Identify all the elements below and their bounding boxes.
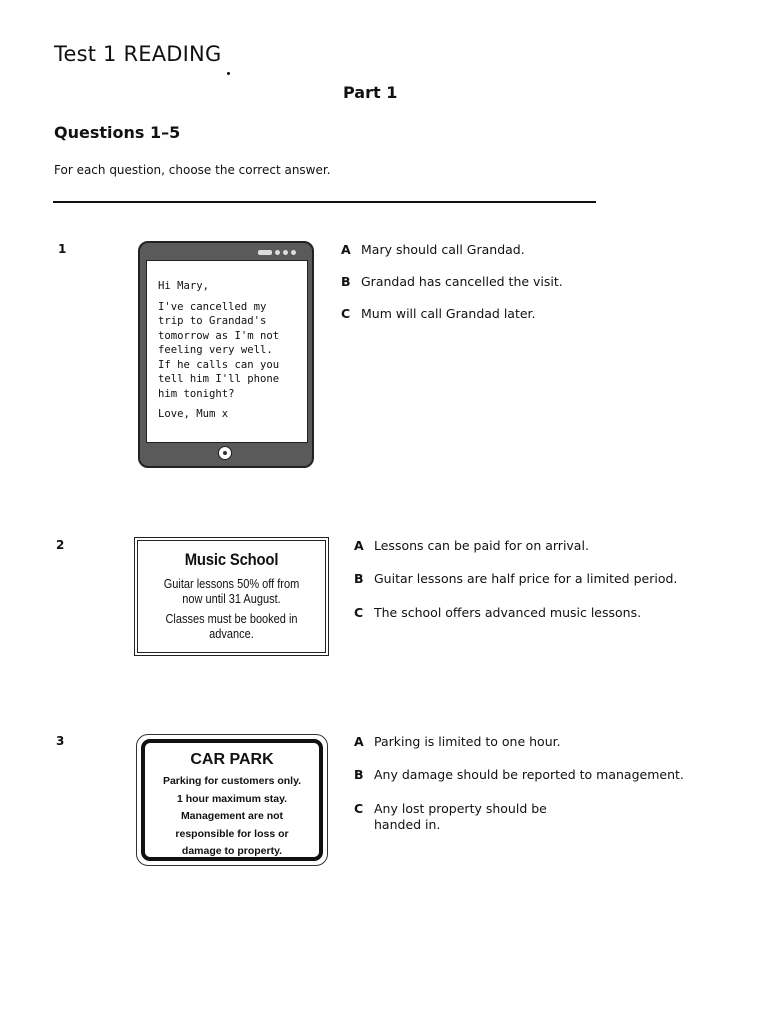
option-text: Mary should call Grandad. — [361, 242, 525, 257]
option-2b[interactable] — [354, 571, 677, 586]
option-letter: A — [341, 242, 351, 257]
notice-line-1: Guitar lessons 50% off from now until 31 August. — [163, 577, 300, 606]
phone-home-button — [218, 446, 232, 460]
music-school-notice — [134, 537, 329, 656]
sign-line-4: responsible for loss or — [175, 827, 289, 840]
option-1a[interactable] — [341, 242, 525, 257]
option-letter: A — [354, 734, 364, 749]
option-1b[interactable] — [341, 274, 563, 289]
sign-title: CAR PARK — [190, 751, 274, 768]
option-letter: B — [354, 767, 364, 782]
sign-line-5: damage to property. — [181, 845, 283, 857]
option-letter: B — [354, 571, 364, 586]
divider-rule — [53, 201, 596, 203]
stray-dot — [227, 72, 230, 75]
question-number-3: 3 — [56, 734, 65, 748]
option-text: Parking is limited to one hour. — [374, 734, 561, 749]
option-text: Mum will call Grandad later. — [361, 306, 536, 321]
message-signoff: Love, Mum x — [158, 408, 229, 420]
question-number-2: 2 — [56, 538, 65, 552]
option-3c[interactable] — [354, 801, 547, 833]
question-number-1: 1 — [58, 242, 67, 256]
option-text: Guitar lessons are half price for a limited period. — [374, 571, 678, 586]
test-title: Test 1 READING — [54, 42, 222, 66]
sign-line-1: Parking for customers only. — [162, 775, 302, 787]
instruction-text: For each question, choose the correct answer. — [54, 163, 331, 177]
car-park-sign — [136, 734, 328, 866]
option-2a[interactable] — [354, 538, 589, 553]
notice-line-2: Classes must be booked in advance. — [165, 612, 298, 641]
phone-screen — [146, 260, 308, 443]
phone-illustration — [138, 241, 314, 468]
option-text: Any damage should be reported to management. — [374, 767, 684, 782]
option-letter: B — [341, 274, 351, 289]
questions-heading: Questions 1–5 — [54, 123, 181, 142]
option-text: Grandad has cancelled the visit. — [361, 274, 563, 289]
option-3b[interactable] — [354, 767, 684, 782]
option-letter: C — [354, 605, 364, 620]
option-letter: C — [341, 306, 351, 321]
option-3a[interactable] — [354, 734, 561, 749]
option-2c[interactable] — [354, 605, 641, 620]
notice-title: Music School — [184, 551, 279, 569]
option-text: Any lost property should be handed in. — [374, 801, 547, 832]
option-text: The school offers advanced music lessons. — [374, 605, 642, 620]
phone-speaker-dots — [258, 250, 296, 255]
sign-line-2: 1 hour maximum stay. — [176, 792, 288, 805]
option-text: Lessons can be paid for on arrival. — [374, 538, 589, 553]
option-1c[interactable] — [341, 306, 536, 321]
sign-line-3: Management are not — [180, 810, 284, 822]
option-letter: A — [354, 538, 364, 553]
part-title: Part 1 — [343, 83, 398, 102]
option-letter: C — [354, 801, 364, 816]
message-body: I've cancelled my trip to Grandad's tomorrow as I'm not feeling very well. If he calls can you tell him I'll phone him tonight? — [158, 300, 280, 400]
message-greeting: Hi Mary, — [158, 280, 210, 292]
